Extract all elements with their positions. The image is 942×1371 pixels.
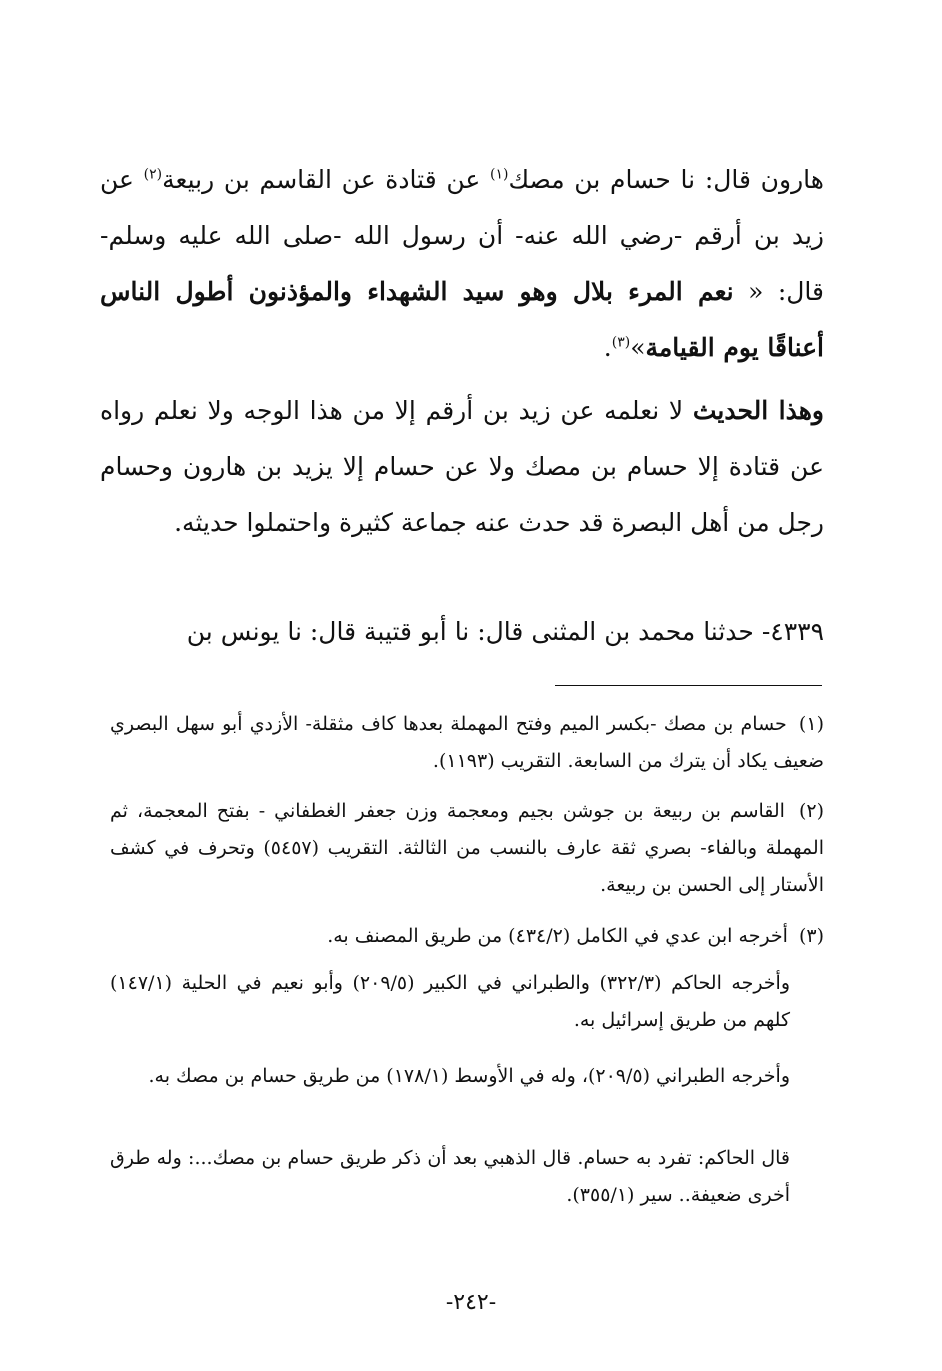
footnote-3-line: قال الحاكم: تفرد به حسام. قال الذهبي بعد أن ذكر طريق حسام بن مصك...: وله طرق أخرى ضعيفة.. سير (٣٥٥/١). (110, 1147, 790, 1206)
footnote-ref: (٢) (143, 166, 163, 183)
footnote-text: حسام بن مصك -بكسر الميم وفتح المهملة بعدها كاف مثقلة- الأزدي أبو سهل البصري ضعيف يكاد أن يترك من السابعة. التقريب (١١٩٣). (110, 713, 824, 772)
footnote-1 (110, 706, 824, 780)
paragraph-end: . (603, 333, 612, 362)
footnote-2 (110, 793, 824, 904)
footnote-number: (٢) (798, 800, 824, 822)
footnote-divider (555, 685, 822, 686)
footnote-ref: (٣) (611, 334, 631, 351)
commentary-lead: وهذا الحديث (692, 396, 824, 425)
paragraph-text: عن زيد بن أرقم -رضي الله عنه- أن رسول الله -صلى الله عليه وسلم- قال: « (100, 165, 824, 306)
footnote-number: (١) (798, 713, 824, 735)
hadith-paragraph (100, 152, 824, 376)
footnote-text: القاسم بن ربيعة بن جوشن بجيم ومعجمة وزن جعفر الغطفاني - بفتح المعجمة، ثم المهملة وبالفاء- بصري ثقة عارف بالنسب من الثالثة. التقريب (٥٤٥٧) وتحرف في كشف الأستار إلى الحسن بن ربيعة. (110, 800, 824, 896)
hadith-quote: نعم المرء بلال وهو سيد الشهداء والمؤذنون أطول الناس أعناقًا يوم القيامة (100, 277, 824, 362)
footnote-3 (110, 918, 824, 955)
paragraph-text: هارون قال: نا حسام بن مصك (508, 165, 824, 194)
footnote-3-line: وأخرجه الحاكم (٣٢٢/٣) والطبراني في الكبير (٢٠٩/٥) وأبو نعيم في الحلية (١٤٧/١) كلهم من طريق إسرائيل به. (110, 972, 791, 1031)
paragraph-text: عن قتادة عن القاسم بن ربيعة (162, 165, 490, 194)
quote-close: » (630, 333, 646, 362)
footnote-number: (٣) (798, 925, 824, 947)
paragraph-text: لا نعلمه عن زيد بن أرقم إلا من هذا الوجه ولا نعلم رواه عن قتادة إلا حسام بن مصك ولا عن حسام إلا يزيد بن هارون وحسام رجل من أهل البصرة قد حدث عنه جماعة كثيرة واحتملوا حديثه. (100, 396, 824, 537)
commentary-paragraph (100, 383, 824, 551)
footnote-text: أخرجه ابن عدي في الكامل (٤٣٤/٢) من طريق المصنف به. (327, 925, 788, 947)
page-number: -٢٤٢- (445, 1290, 497, 1315)
footnote-3-line: وأخرجه الطبراني (٢٠٩/٥)، وله في الأوسط (١٧٨/١) من طريق حسام بن مصك به. (148, 1065, 790, 1087)
footnote-ref: (١) (490, 166, 509, 183)
paragraph-text: ٤٣٣٩- حدثنا محمد بن المثنى قال: نا أبو قتيبة قال: نا يونس بن (186, 617, 824, 646)
hadith-number-paragraph (100, 604, 824, 660)
